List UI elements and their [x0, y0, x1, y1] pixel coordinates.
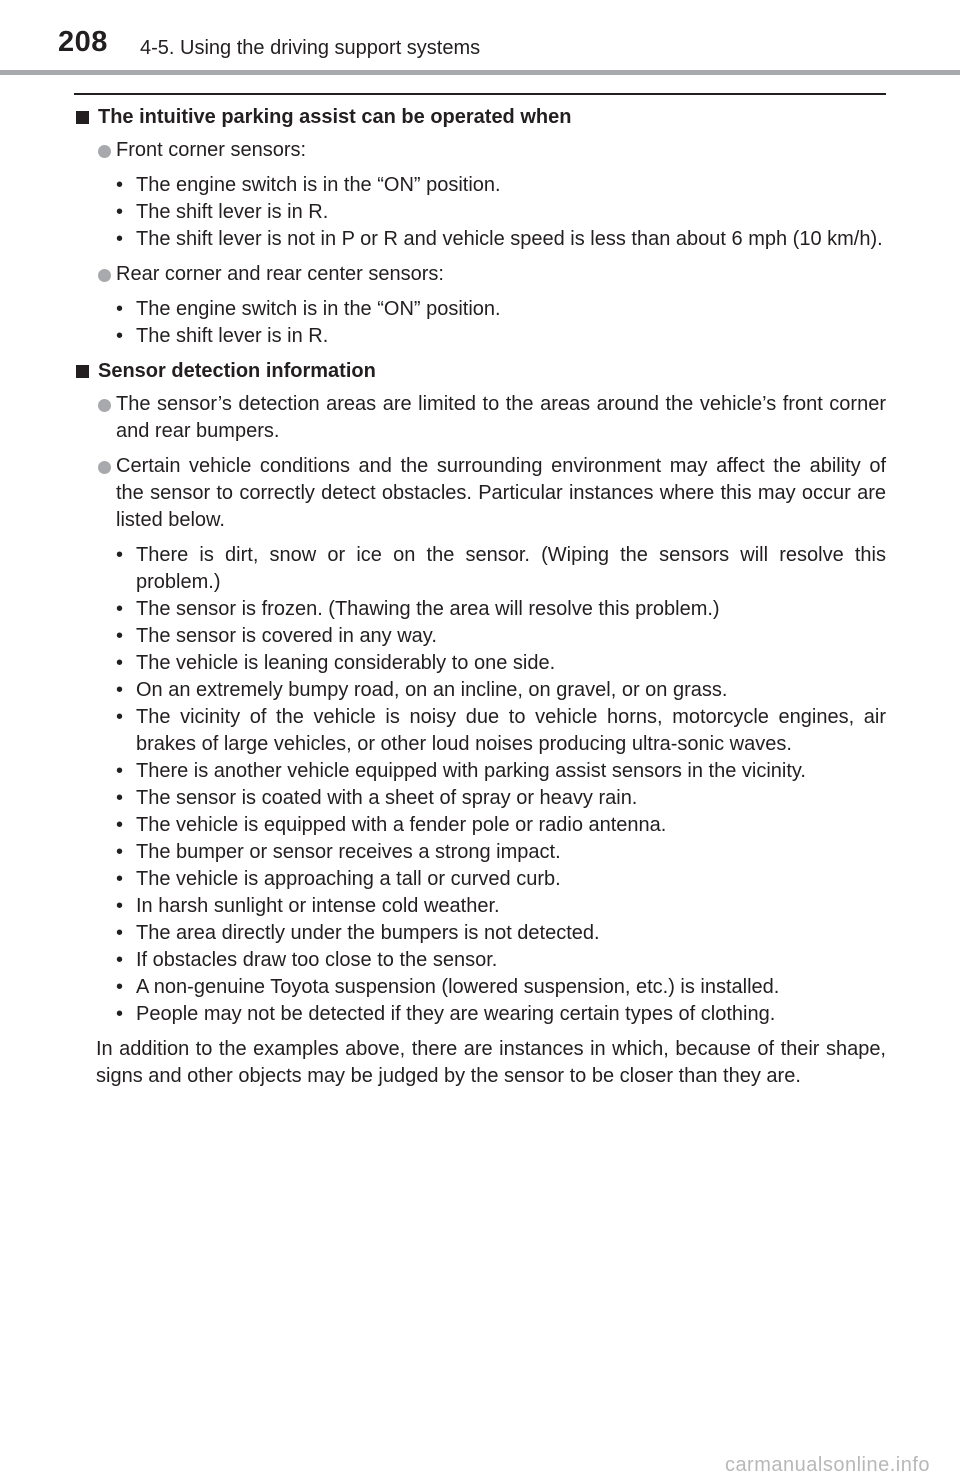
circle-list-item [74, 391, 886, 445]
bullet-list-item [74, 785, 886, 812]
circle-bullet-icon [98, 145, 111, 158]
dot-bullet-icon: • [116, 679, 124, 701]
circle-bullet-icon [98, 269, 111, 282]
header-divider [0, 70, 960, 75]
dot-bullet-icon: • [116, 706, 124, 728]
bullet-list-item [74, 172, 886, 199]
dot-bullet-icon: • [116, 325, 124, 347]
bullet-list-item [74, 893, 886, 920]
bullet-item-text: The vicinity of the vehicle is noisy due to vehicle horns, motorcycle engines, air brakes of large vehicles, or other loud noises producing ultra-sonic waves. [136, 706, 886, 755]
bullet-list-item [74, 226, 886, 253]
bullet-item-text: The sensor is coated with a sheet of spray or heavy rain. [136, 787, 638, 809]
bullet-list [74, 172, 886, 253]
bullet-item-text: The shift lever is in R. [136, 325, 329, 347]
bullet-list [74, 296, 886, 350]
section-title: 4-5. Using the driving support systems [140, 37, 481, 59]
bullet-item-text: People may not be detected if they are wearing certain types of clothing. [136, 1003, 776, 1025]
dot-bullet-icon: • [116, 544, 124, 566]
circle-bullet-icon [98, 461, 111, 474]
bullet-item-text: A non-genuine Toyota suspension (lowered suspension, etc.) is installed. [136, 976, 780, 998]
dot-bullet-icon: • [116, 598, 124, 620]
circle-list-item [74, 137, 886, 164]
section-heading [74, 358, 886, 385]
bullet-list-item [74, 704, 886, 758]
page-number: 208 [58, 26, 108, 58]
bullet-item-text: There is dirt, snow or ice on the sensor. (Wiping the sensors will resolve this problem.) [136, 544, 886, 593]
circle-item-text: The sensor’s detection areas are limited to the areas around the vehicle’s front corner and rear bumpers. [116, 393, 886, 442]
circle-item-text: Rear corner and rear center sensors: [116, 263, 444, 285]
dot-bullet-icon: • [116, 922, 124, 944]
bullet-list-item [74, 542, 886, 596]
bullet-list-item [74, 596, 886, 623]
watermark: carmanualsonline.info [724, 1454, 930, 1476]
dot-bullet-icon: • [116, 841, 124, 863]
dot-bullet-icon: • [116, 949, 124, 971]
bullet-list-item [74, 866, 886, 893]
dot-bullet-icon: • [116, 895, 124, 917]
bullet-item-text: The engine switch is in the “ON” position. [136, 174, 501, 196]
circle-bullet-icon [98, 399, 111, 412]
section-heading-text: Sensor detection information [98, 360, 376, 382]
bullet-list-item [74, 758, 886, 785]
bullet-item-text: In harsh sunlight or intense cold weather. [136, 895, 500, 917]
bullet-list-item [74, 650, 886, 677]
bullet-item-text: There is another vehicle equipped with parking assist sensors in the vicinity. [136, 760, 806, 782]
dot-bullet-icon: • [116, 1003, 124, 1025]
square-bullet-icon [76, 111, 89, 124]
bullet-item-text: The engine switch is in the “ON” position. [136, 298, 501, 320]
closing-paragraph: In addition to the examples above, there are instances in which, because of their shape, signs and other objects may be judged by the sensor to be closer than they are. [96, 1038, 886, 1087]
bullet-list-item [74, 677, 886, 704]
page-header [0, 0, 960, 76]
bullet-item-text: The vehicle is leaning considerably to one side. [136, 652, 556, 674]
bullet-list-item [74, 974, 886, 1001]
circle-list-item [74, 261, 886, 288]
dot-bullet-icon: • [116, 625, 124, 647]
bullet-item-text: The sensor is covered in any way. [136, 625, 437, 647]
bullet-list-item [74, 199, 886, 226]
bullet-item-text: The shift lever is not in P or R and vehicle speed is less than about 6 mph (10 km/h). [136, 228, 883, 250]
dot-bullet-icon: • [116, 201, 124, 223]
dot-bullet-icon: • [116, 174, 124, 196]
circle-item-text: Certain vehicle conditions and the surrounding environment may affect the ability of the sensor to correctly detect obstacles. Particular instances where this may occur are listed below. [116, 455, 886, 531]
bullet-list-item [74, 323, 886, 350]
bullet-list-item [74, 296, 886, 323]
bullet-list [74, 542, 886, 1028]
content-top-divider [74, 93, 886, 95]
bullet-list-item [74, 947, 886, 974]
bullet-list-item [74, 812, 886, 839]
dot-bullet-icon: • [116, 760, 124, 782]
bullet-item-text: If obstacles draw too close to the sensor. [136, 949, 498, 971]
dot-bullet-icon: • [116, 787, 124, 809]
bullet-list-item [74, 623, 886, 650]
page-content [74, 104, 886, 1090]
dot-bullet-icon: • [116, 298, 124, 320]
bullet-item-text: The area directly under the bumpers is not detected. [136, 922, 600, 944]
dot-bullet-icon: • [116, 228, 124, 250]
bullet-list-item [74, 839, 886, 866]
dot-bullet-icon: • [116, 868, 124, 890]
bullet-list-item [74, 920, 886, 947]
dot-bullet-icon: • [116, 652, 124, 674]
bullet-list-item [74, 1001, 886, 1028]
section-heading [74, 104, 886, 131]
dot-bullet-icon: • [116, 814, 124, 836]
dot-bullet-icon: • [116, 976, 124, 998]
bullet-item-text: The sensor is frozen. (Thawing the area will resolve this problem.) [136, 598, 720, 620]
bullet-item-text: The bumper or sensor receives a strong impact. [136, 841, 561, 863]
bullet-item-text: The vehicle is approaching a tall or curved curb. [136, 868, 561, 890]
bullet-item-text: The shift lever is in R. [136, 201, 329, 223]
circle-item-text: Front corner sensors: [116, 139, 307, 161]
section-heading-text: The intuitive parking assist can be operated when [98, 106, 572, 128]
bullet-item-text: The vehicle is equipped with a fender pole or radio antenna. [136, 814, 667, 836]
circle-list-item [74, 453, 886, 534]
square-bullet-icon [76, 365, 89, 378]
bullet-item-text: On an extremely bumpy road, on an incline, on gravel, or on grass. [136, 679, 728, 701]
